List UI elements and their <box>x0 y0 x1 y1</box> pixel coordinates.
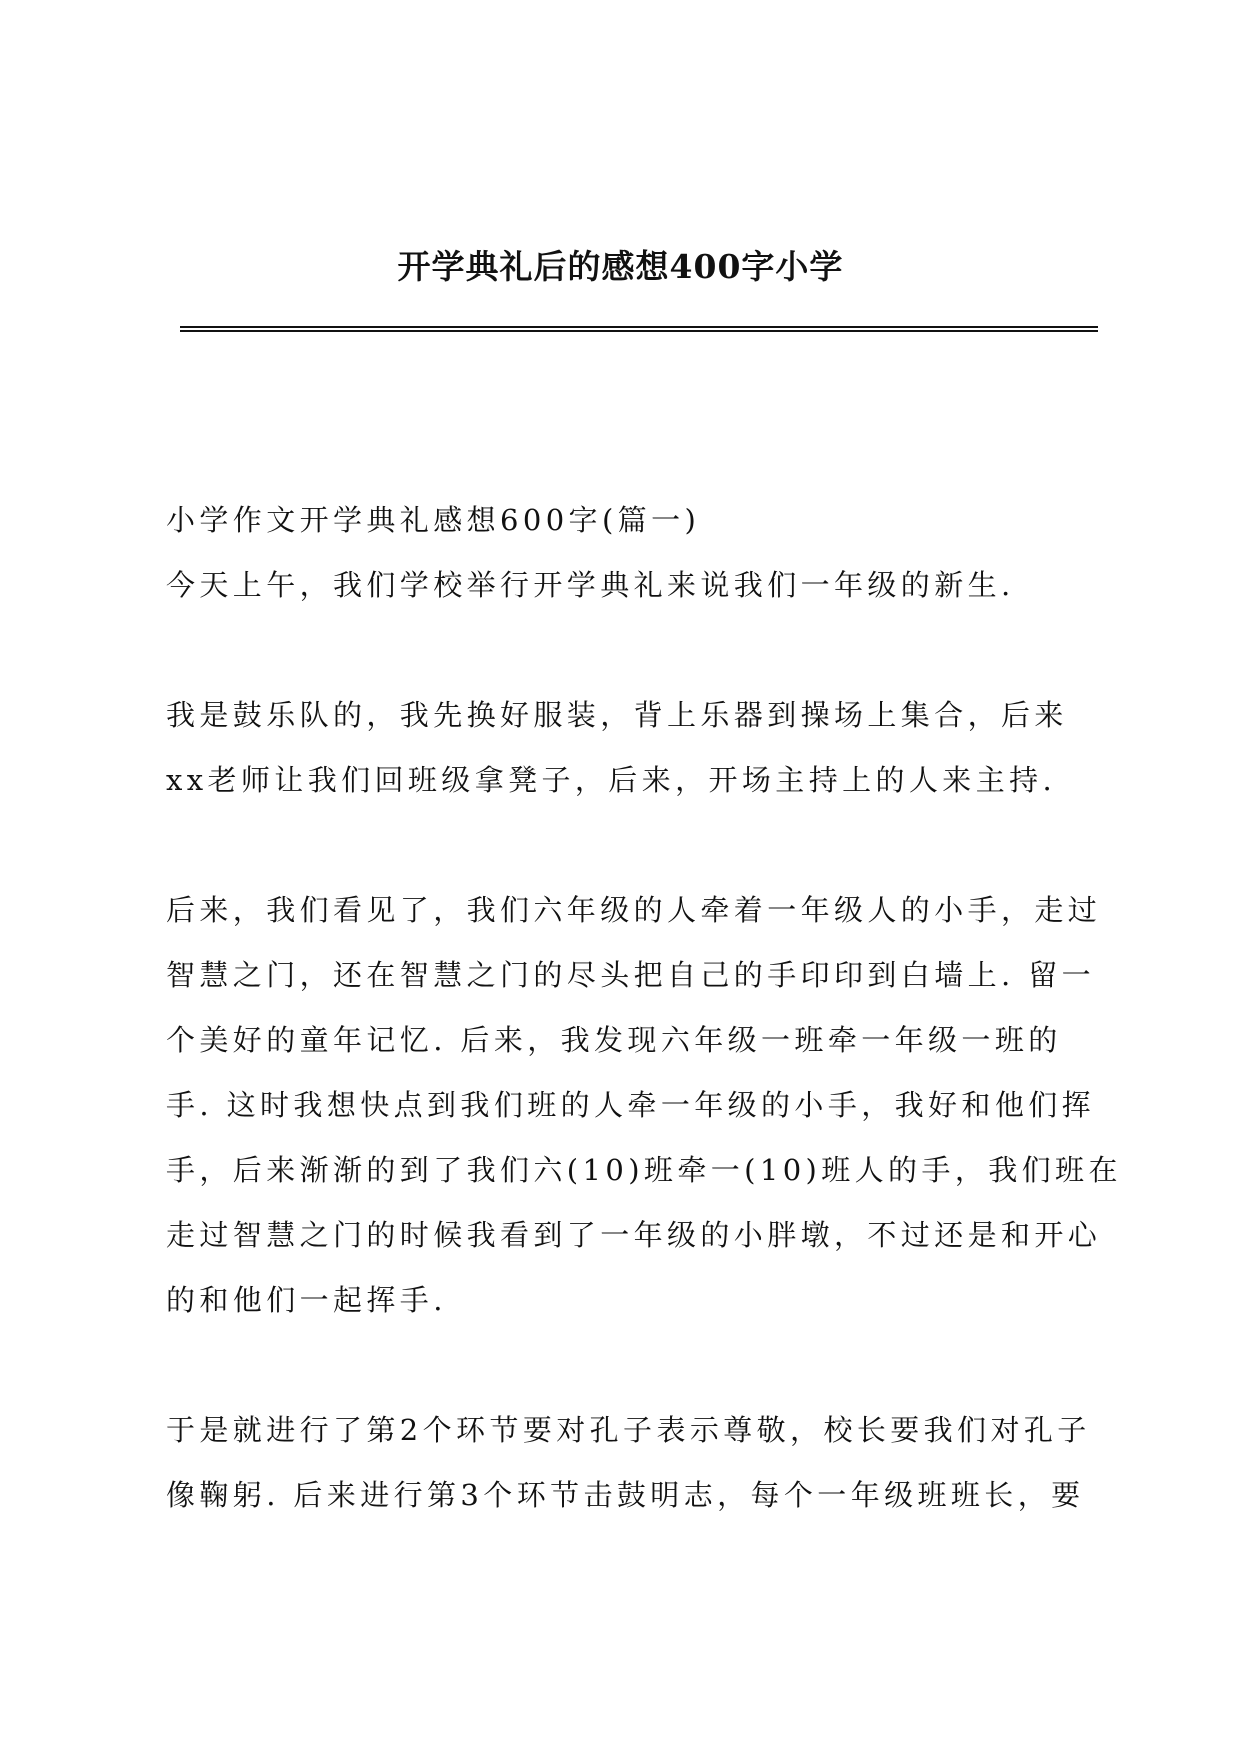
text-line: 智慧之门，还在智慧之门的尽头把自己的手印印到白墙上. 留一 <box>166 958 1096 992</box>
text-line: 手，后来渐渐的到了我们六(10)班牵一(10)班人的手，我们班在 <box>166 1153 1122 1187</box>
paragraph-gap <box>166 618 1096 683</box>
text-line: xx老师让我们回班级拿凳子，后来，开场主持上的人来主持. <box>166 763 1057 797</box>
text-line: 小学作文开学典礼感想600字(篇一) <box>166 503 701 537</box>
text-line: 像鞠躬. 后来进行第3个环节击鼓明志，每个一年级班班长，要 <box>166 1478 1085 1512</box>
text-line: 今天上午，我们学校举行开学典礼来说我们一年级的新生. <box>166 568 1015 602</box>
document-body <box>166 488 1122 1528</box>
paragraph-gap <box>166 813 1096 878</box>
paragraph-gap <box>166 1333 1096 1398</box>
text-line: 于是就进行了第2个环节要对孔子表示尊敬，校长要我们对孔子 <box>166 1413 1091 1447</box>
text-line: 手. 这时我想快点到我们班的人牵一年级的小手，我好和他们挥 <box>166 1088 1096 1122</box>
text-line: 我是鼓乐队的，我先换好服装，背上乐器到操场上集合，后来 <box>166 698 1068 732</box>
text-line: 走过智慧之门的时候我看到了一年级的小胖墩，不过还是和开心 <box>166 1218 1102 1252</box>
text-line: 个美好的童年记忆. 后来，我发现六年级一班牵一年级一班的 <box>166 1023 1062 1057</box>
text-line: 后来，我们看见了，我们六年级的人牵着一年级人的小手，走过 <box>166 893 1102 927</box>
text-line: 的和他们一起挥手. <box>166 1283 447 1317</box>
title-divider <box>180 326 1098 332</box>
page-title: 开学典礼后的感想400字小学 <box>397 247 844 286</box>
